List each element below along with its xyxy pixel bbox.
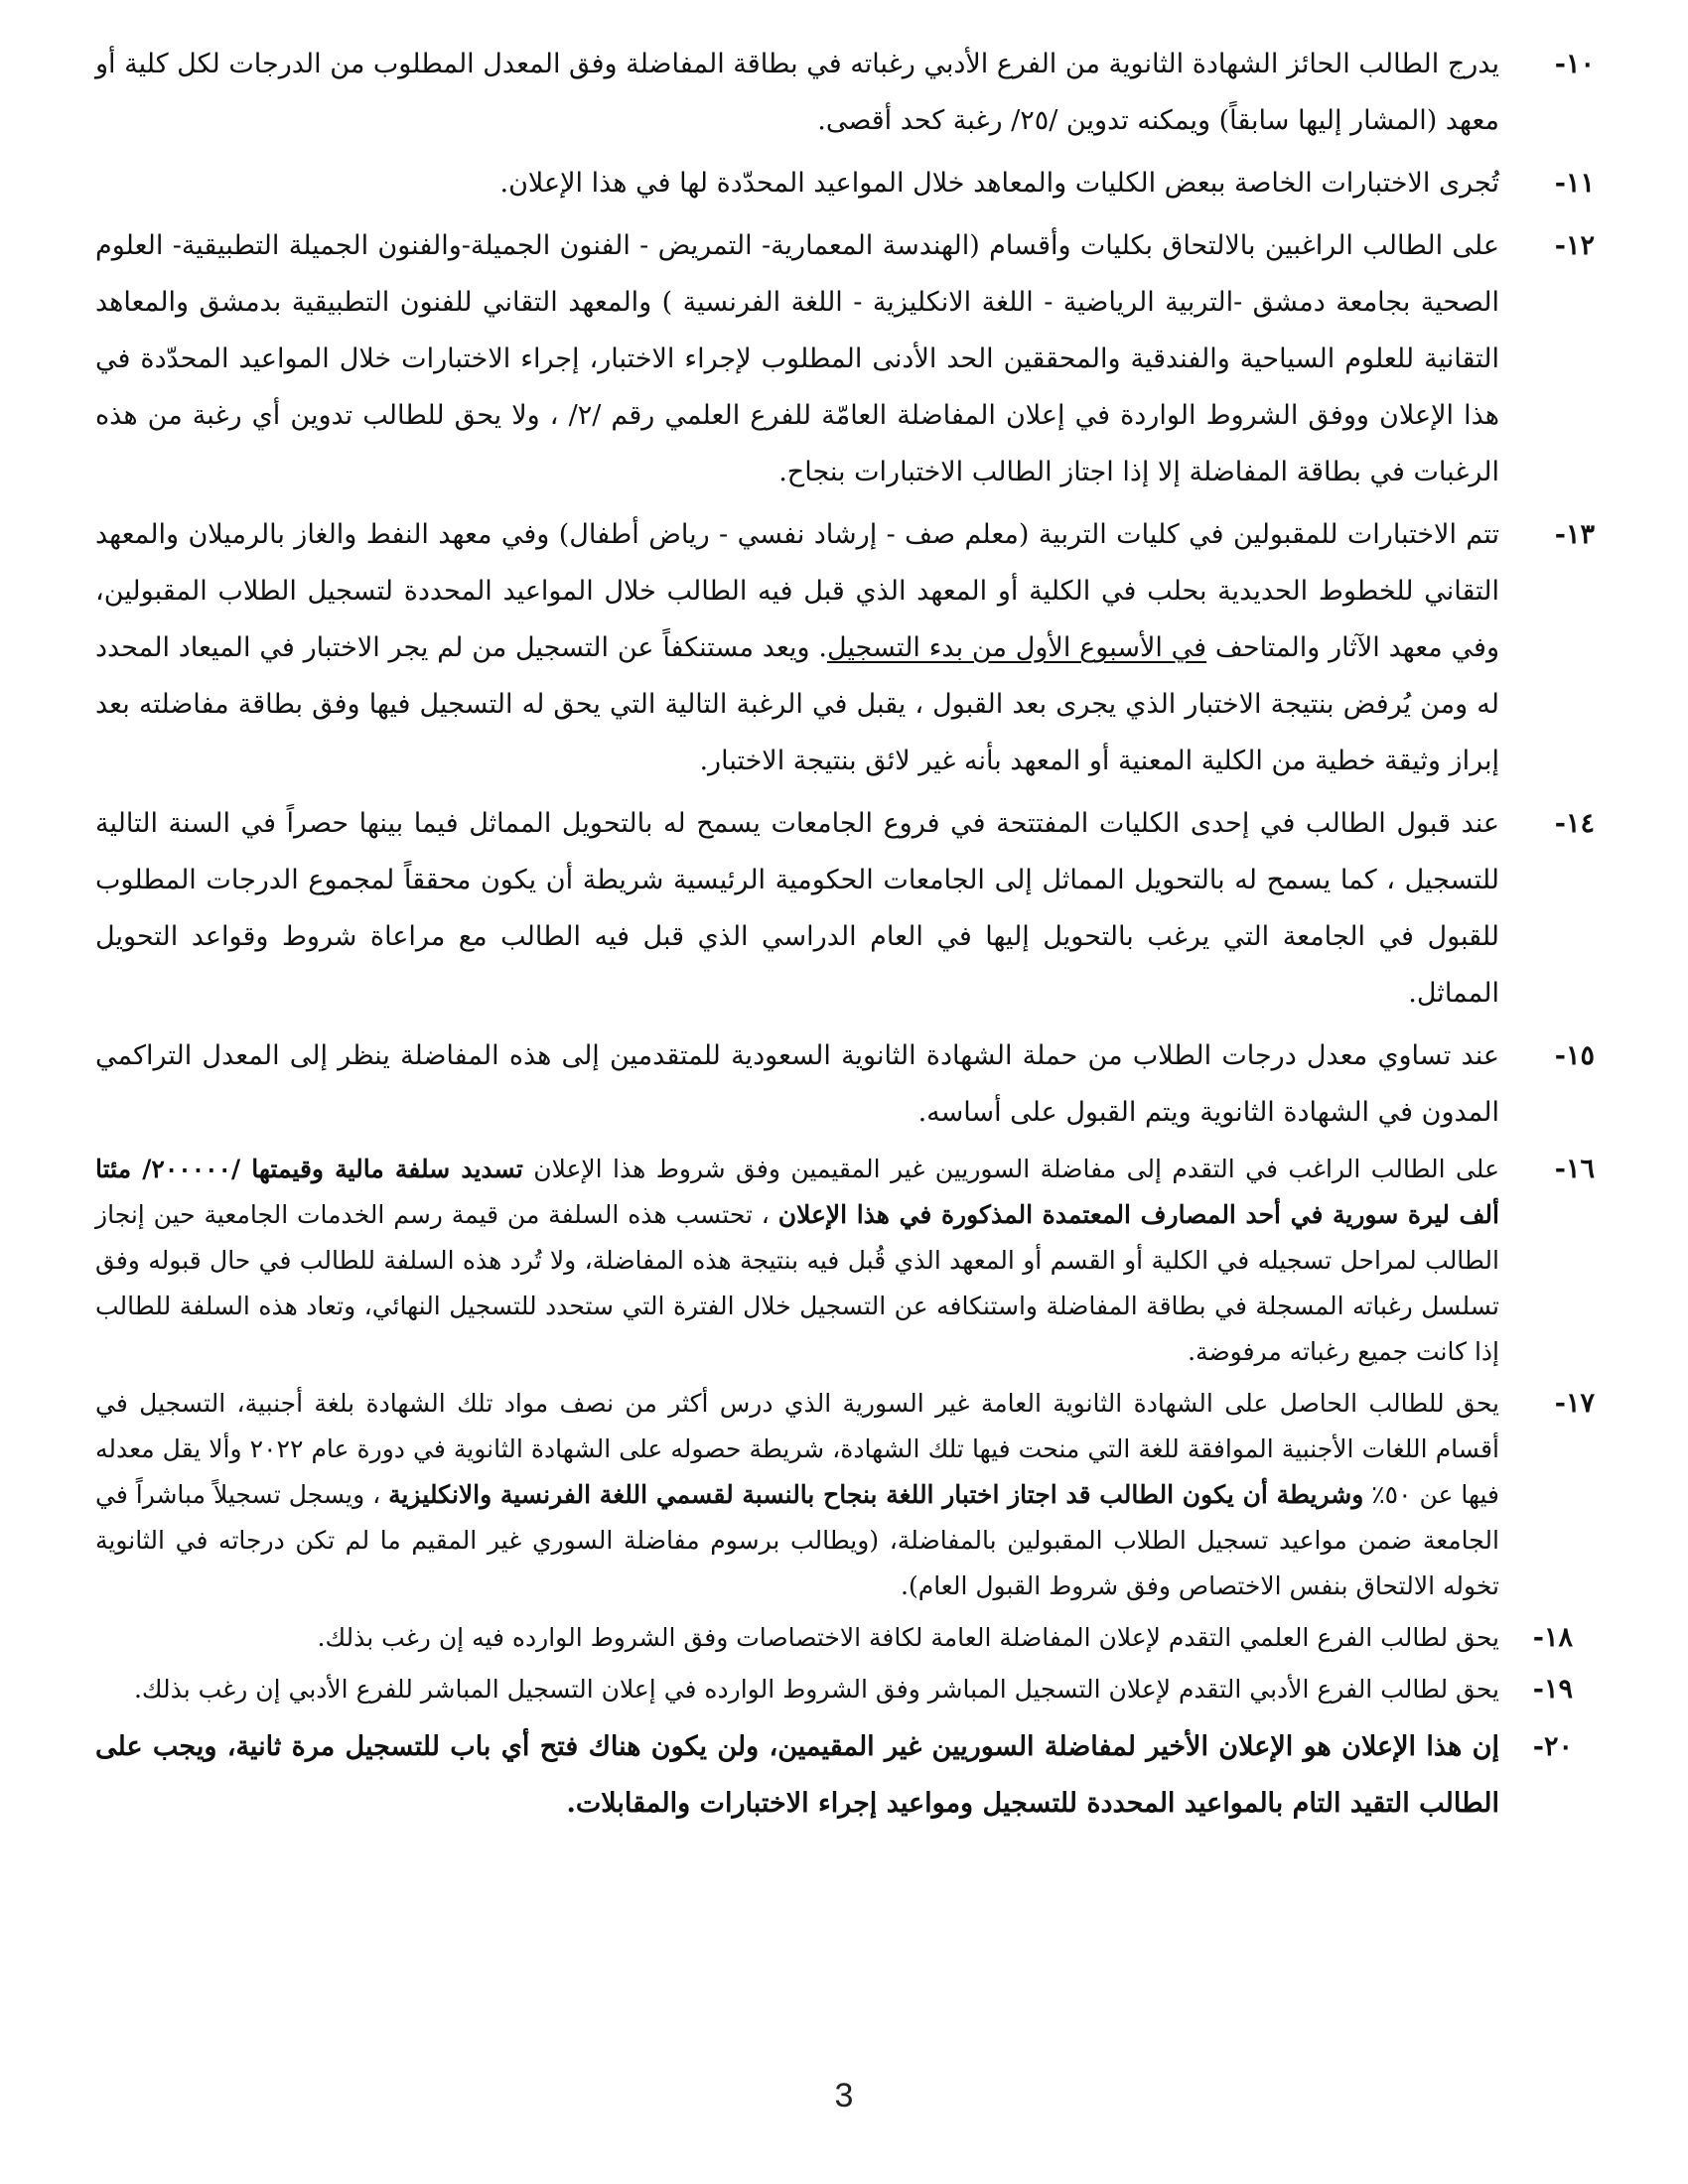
clause-20: [95, 1718, 1573, 1832]
clause-text: [95, 1718, 1499, 1832]
page-number: 3: [834, 2077, 854, 2115]
clause-text: [95, 36, 1499, 149]
clause-text: [95, 1381, 1499, 1609]
clause-text-segment: على الطالب الراغبين بالالتحاق بكليات وأقسام (الهندسة المعمارية- التمريض - الفنون الجميلة-والفنون الجميلة التطبيقية- العلوم الصحية بجامعة دمشق -التربية الرياضية - اللغة الانكليزية - اللغة الفرنسية ) والمعهد التقاني للفنون التطبيقية بدمشق والمعاهد التقانية للعلوم السياحية والفندقية والمحققين الحد الأدنى المطلوب لإجراء الاختبار، إجراء الاختبارات خلال المواعيد المحدّدة في هذا الإعلان ووفق الشروط الواردة في إعلان المفاضلة العامّة للفرع العلمي رقم /٢/ ، ولا يحق للطالب تدوين أي رغبة من هذه الرغبات في بطاقة المفاضلة إلا إذا اجتاز الطالب الاختبارات بنجاح.: [95, 230, 1499, 487]
clause-text: [95, 506, 1499, 789]
clause-10: [95, 36, 1595, 149]
clause-13: [95, 506, 1595, 789]
clause-text-segment: عند تساوي معدل درجات الطلاب من حملة الشهادة الثانوية السعودية للمتقدمين إلى هذه المفاضلة ينظر إلى المعدل التراكمي المدون في الشهادة الثانوية ويتم القبول على أساسه.: [95, 1040, 1499, 1128]
underlined-phrase: في الأسبوع الأول من بدء التسجيل: [826, 632, 1207, 663]
clause-number: ١٥-: [1554, 1040, 1595, 1071]
clause-14: [95, 795, 1595, 1022]
document-body: [95, 36, 1595, 2061]
clause-15: [95, 1027, 1595, 1141]
clause-number: ١٢-: [1554, 230, 1595, 261]
clause-text-segment: تُجرى الاختبارات الخاصة ببعض الكليات والمعاهد خلال المواعيد المحدّدة لها في هذا الإعلان.: [499, 168, 1499, 199]
clause-text-segment: يحق للطالب الحاصل على الشهادة الثانوية العامة غير السورية الذي درس أكثر من نصف مواد تلك الشهادة بلغة أجنبية، التسجيل في أقسام اللغات الأجنبية الموافقة للغة التي منحت فيها تلك الشهادة، شريطة حصوله على الشهادة الثانوية في دورة عام ٢٠٢٢ وألا يقل معدله فيها عن ٥٠٪: [95, 1389, 1500, 1509]
clause-number: ١٩-: [1532, 1674, 1573, 1705]
clause-number: ١٤-: [1554, 808, 1595, 839]
clause-number: ١٦-: [1554, 1154, 1595, 1184]
clause-text: [95, 795, 1499, 1022]
clause-number: ١٣-: [1554, 519, 1595, 550]
clause-number: ٢٠-: [1532, 1731, 1573, 1762]
clause-text-segment: عند قبول الطالب في إحدى الكليات المفتتحة في فروع الجامعات يسمح له بالتحويل المماثل فيما بينها حصراً في السنة التالية للتسجيل ، كما يسمح له بالتحويل المماثل إلى الجامعات الحكومية الرئيسية شريطة أن يكون محققاً لمجموع الدرجات المطلوب للقبول في الجامعة التي يرغب بالتحويل إليها في العام الدراسي الذي قبل فيه الطالب مع مراعاة شروط وقواعد التحويل المماثل.: [95, 808, 1499, 1009]
bold-phrase: وشريطة أن يكون الطالب قد اجتاز اختبار اللغة بنجاح بالنسبة لقسمي اللغة الفرنسية والانكليزية: [388, 1480, 1364, 1509]
clause-text-segment: ، تحتسب هذه السلفة من قيمة رسم الخدمات الجامعية حين إنجاز الطالب لمراحل تسجيله في الكلية أو القسم أو المعهد الذي قُبل فيه بنتيجة هذه المفاضلة، ولا تُرد هذه السلفة للطالب في حال قبوله وفق تسلسل رغباته المسجلة في بطاقة المفاضلة واستنكافه عن التسجيل خلال الفترة التي ستحدد للتسجيل النهائي، وتعاد هذه السلفة للطالب إذا كانت جميع رغباته مرفوضة.: [95, 1200, 1499, 1366]
clause-text: [95, 1027, 1499, 1141]
clause-text-segment: يدرج الطالب الحائز الشهادة الثانوية من الفرع الأدبي رغباته في بطاقة المفاضلة وفق المعدل المطلوب من الدرجات لكل كلية أو معهد (المشار إليها سابقاً) ويمكنه تدوين /٢٥/ رغبة كحد أقصى.: [95, 49, 1499, 136]
clause-text-segment: يحق لطالب الفرع الأدبي التقدم لإعلان التسجيل المباشر وفق الشروط الوارده في إعلان التسجيل المباشر للفرع الأدبي إن رغب بذلك.: [133, 1675, 1499, 1704]
clause-number: ١٠-: [1554, 49, 1595, 79]
clause-17: [95, 1381, 1595, 1609]
clause-text-segment: إن هذا الإعلان هو الإعلان الأخير لمفاضلة السوريين غير المقيمين، ولن يكون هناك فتح أي باب للتسجيل مرة ثانية، ويجب على الطالب التقيد التام بالمواعيد المحددة للتسجيل ومواعيد إجراء الاختبارات والمقابلات.: [95, 1731, 1499, 1819]
clause-text: [95, 1147, 1499, 1375]
clause-text: [95, 217, 1499, 500]
clause-18: [95, 1615, 1573, 1661]
clause-11: [95, 155, 1595, 211]
clause-number: ١٨-: [1532, 1622, 1573, 1653]
clause-text-segment: . ويعد مستنكفاً عن التسجيل من لم يجر الاختبار في الميعاد المحدد له ومن يُرفض بنتيجة الاختبار الذي يجرى بعد القبول ، يقبل في الرغبة التالية التي يحق له التسجيل فيها وفق بطاقة مفاضلته بعد إبراز وثيقة خطية من الكلية المعنية أو المعهد بأنه غير لائق بنتيجة الاختبار.: [95, 632, 1499, 776]
clause-19: [95, 1667, 1573, 1712]
clause-text: [95, 1667, 1499, 1712]
clause-text-segment: على الطالب الراغب في التقدم إلى مفاضلة السوريين غير المقيمين وفق شروط هذا الإعلان: [522, 1155, 1499, 1183]
clause-text: [95, 155, 1499, 211]
clause-number: ١١-: [1554, 168, 1595, 199]
clause-text-segment: تتم الاختبارات للمقبولين في كليات التربية (معلم صف - إرشاد نفسي - رياض أطفال) وفي معهد النفط والغاز بالرميلان والمعهد التقاني للخطوط الحديدية بحلب في الكلية أو المعهد الذي قبل فيه الطالب خلال المواعيد المحددة لتسجيل الطلاب المقبولين، وفي معهد الآثار والمتاحف: [95, 519, 1499, 663]
bold-phrase: تسديد سلفة مالية وقيمتها /٢٠٠٠٠٠/ مئتا ألف ليرة سورية في أحد المصارف المعتمدة المذكورة في هذا الإعلان: [95, 1155, 1499, 1229]
clause-text-segment: يحق لطالب الفرع العلمي التقدم لإعلان المفاضلة العامة لكافة الاختصاصات وفق الشروط الوارده فيه إن رغب بذلك.: [317, 1623, 1499, 1652]
clause-12: [95, 217, 1595, 500]
clause-number: ١٧-: [1554, 1388, 1595, 1419]
clause-16: [95, 1147, 1595, 1375]
clause-text: [95, 1615, 1499, 1661]
clause-text-segment: ، ويسجل تسجيلاً مباشراً في الجامعة ضمن مواعيد تسجيل الطلاب المقبولين بالمفاضلة، (ويطالب برسوم مفاضلة السوري غير المقيم ما لم تكن درجاته في الثانوية تخوله الالتحاق بنفس الاختصاص وفق شروط القبول العام).: [95, 1480, 1499, 1600]
